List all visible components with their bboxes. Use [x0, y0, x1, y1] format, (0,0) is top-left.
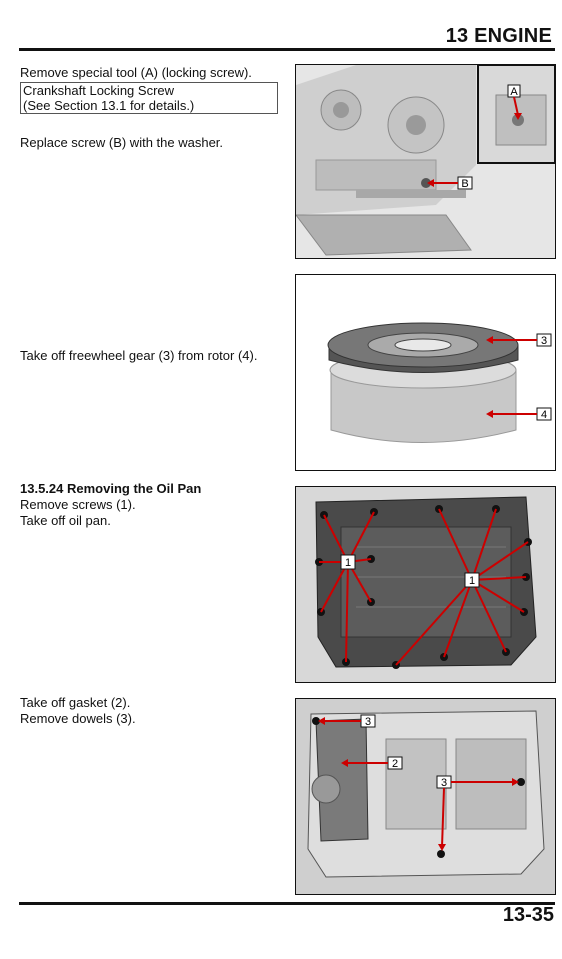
page-number: 13-35	[502, 904, 554, 926]
callout-screws-right: 1	[468, 575, 476, 587]
step1-instruction-2: Replace screw (B) with the washer.	[20, 135, 224, 150]
callout-rotor: 4	[540, 409, 548, 421]
section-line-2: Take off oil pan.	[20, 513, 111, 528]
tool-name: Crankshaft Locking Screw	[23, 83, 175, 98]
callout-dowel-top: 3	[364, 716, 372, 728]
callout-screws-left: 1	[344, 557, 352, 569]
callout-a: A	[510, 86, 518, 98]
callout-gear: 3	[540, 335, 548, 347]
tool-reference-box	[20, 82, 278, 114]
footer-rule	[19, 902, 555, 905]
oil-pan-illustration	[296, 487, 555, 682]
step4-line-2: Remove dowels (3).	[20, 711, 136, 726]
gasket-dowels-illustration	[296, 699, 555, 894]
step1-instruction: Remove special tool (A) (locking screw).	[20, 65, 252, 80]
section-line-1: Remove screws (1).	[20, 497, 136, 512]
freewheel-gear-illustration	[296, 275, 555, 470]
callout-dowel-right: 3	[440, 777, 448, 789]
figure-gasket-dowels	[295, 698, 556, 895]
figure-oil-pan	[295, 486, 556, 683]
chapter-title: 13 ENGINE	[445, 25, 552, 47]
callout-gasket: 2	[391, 758, 399, 770]
callout-b: B	[461, 178, 469, 190]
step2-instruction: Take off freewheel gear (3) from rotor (4).	[20, 348, 258, 363]
figure-locking-screw	[295, 64, 556, 259]
step4-line-1: Take off gasket (2).	[20, 695, 131, 710]
engine-block-illustration	[296, 65, 555, 258]
tool-section-ref: (See Section 13.1 for details.)	[23, 98, 195, 113]
section-heading: 13.5.24 Removing the Oil Pan	[20, 481, 202, 496]
header-rule	[19, 48, 555, 51]
figure-freewheel-gear	[295, 274, 556, 471]
